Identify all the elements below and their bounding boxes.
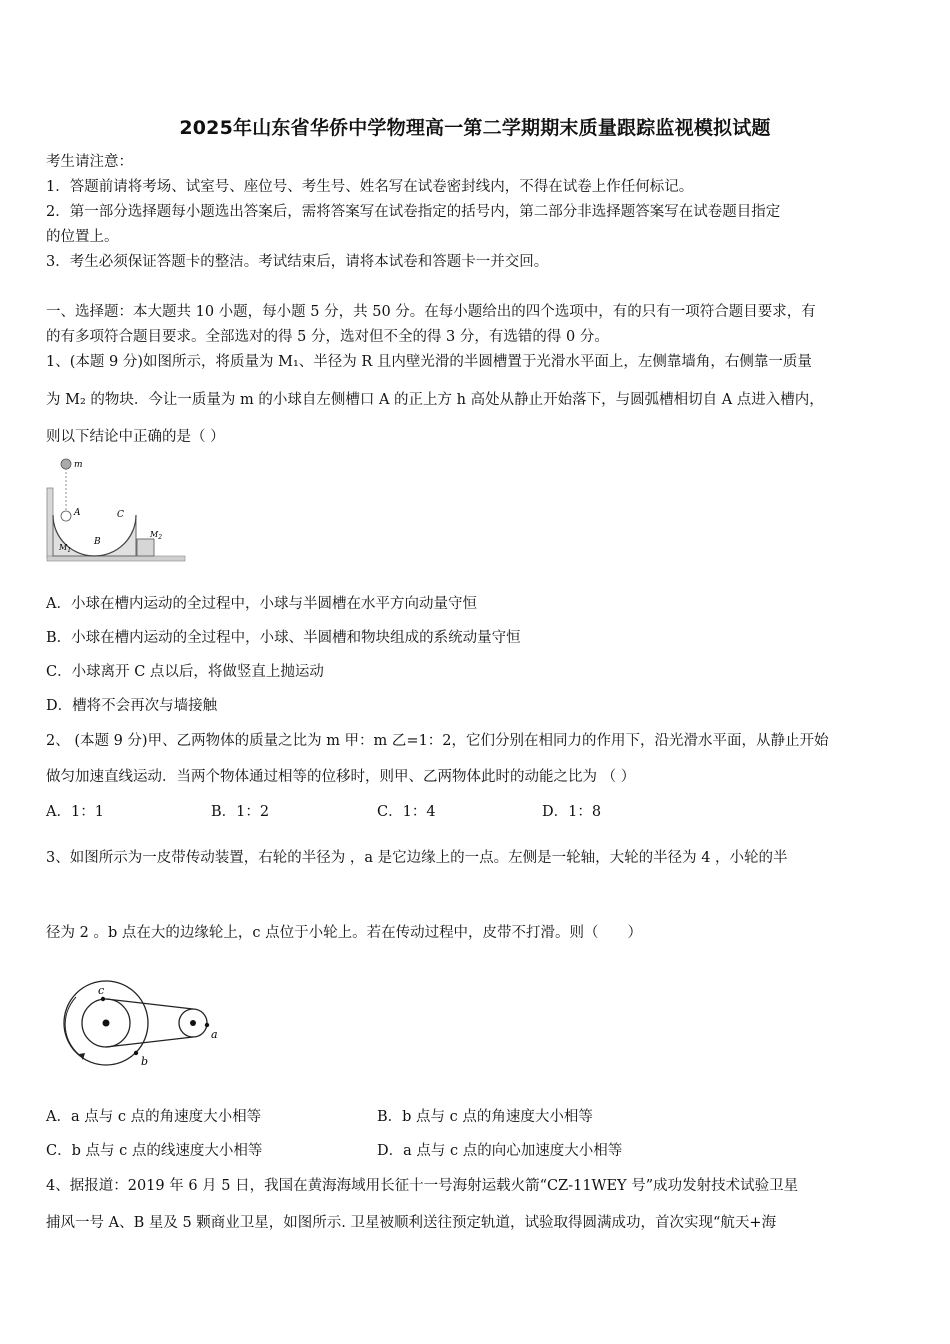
belt-bottom xyxy=(106,1037,193,1047)
notice-item-2-continued: 的位置上。 xyxy=(46,229,119,245)
section-instructions-line1: 一、选择题：本大题共 10 小题，每小题 5 分，共 50 分。在每小题给出的四个选项中，有的只有一项符合题目要求，有 xyxy=(46,304,816,320)
label-b: b xyxy=(141,1055,149,1068)
label-c: C xyxy=(117,510,124,520)
question-1-line3: 则以下结论中正确的是（ ） xyxy=(46,429,225,445)
belt-drive-diagram xyxy=(52,975,227,1075)
notice-heading: 考生请注意： xyxy=(46,154,133,170)
q1-option-b: B．小球在槽内运动的全过程中，小球、半圆槽和物块组成的系统动量守恒 xyxy=(46,630,521,646)
page-title: 2025年山东省华侨中学物理高一第二学期期末质量跟踪监视模拟试题 xyxy=(179,117,771,139)
block-m2 xyxy=(137,539,154,556)
label-c: c xyxy=(98,984,105,997)
q1-option-c: C．小球离开 C 点以后，将做竖直上抛运动 xyxy=(46,664,324,680)
q3-option-a: A．a 点与 c 点的角速度大小相等 xyxy=(46,1109,262,1125)
belt-top xyxy=(106,999,193,1009)
question-3-line1: 3、如图所示为一皮带传动装置，右轮的半径为 ，a 是它边缘上的一点。左侧是一轮轴，大轮的半径为 4 ，小轮的半 xyxy=(46,850,788,866)
label-m2: $M_2$ xyxy=(150,530,163,541)
question-4-line2: 捕风一号 A、B 星及 5 颗商业卫星，如图所示. 卫星被顺利送往预定轨道，试验取得圆满成功，首次实现“航天+海 xyxy=(46,1215,777,1231)
label-m1: $M_1$ xyxy=(59,543,72,554)
axle-center-right xyxy=(190,1020,196,1026)
label-b: B xyxy=(94,537,101,547)
label-a: a xyxy=(211,1028,218,1041)
q1-option-d: D．槽将不会再次与墙接触 xyxy=(46,698,218,714)
q2-option-d: D．1：8 xyxy=(542,804,602,820)
q3-option-b: B．b 点与 c 点的角速度大小相等 xyxy=(377,1109,593,1125)
question-2-line2: 做匀加速直线运动．当两个物体通过相等的位移时，则甲、乙两物体此时的动能之比为 （ ） xyxy=(46,769,636,785)
point-b xyxy=(134,1051,138,1055)
axle-center-left xyxy=(103,1020,110,1027)
question-1-line2: 为 M₂ 的物块．今让一质量为 m 的小球自左侧槽口 A 的正上方 h 高处从静止开始落下，与圆弧槽相切自 A 点进入槽内， xyxy=(46,392,824,408)
ball-at-a xyxy=(61,511,71,521)
notice-item-1: 1．答题前请将考场、试室号、座位号、考生号、姓名写在试卷密封线内，不得在试卷上作任何标记。 xyxy=(46,179,694,195)
question-1-line1: 1、(本题 9 分)如图所示，将质量为 M₁、半径为 R 且内壁光滑的半圆槽置于光滑水平面上，左侧靠墙角，右侧靠一质量 xyxy=(46,354,812,370)
q3-option-c: C．b 点与 c 点的线速度大小相等 xyxy=(46,1143,263,1159)
question-3-line2: 径为 2 。b 点在大的边缘轮上，c 点位于小轮上。若在传动过程中，皮带不打滑。则（ ） xyxy=(46,925,643,941)
section-instructions-line2: 的有多项符合题目要求。全部选对的得 5 分，选对但不全的得 3 分，有选错的得 0 分。 xyxy=(46,329,609,345)
label-a: A xyxy=(74,508,81,518)
point-a xyxy=(205,1023,209,1027)
label-m: m xyxy=(74,460,83,470)
notice-item-3: 3．考生必须保证答题卡的整洁。考试结束后，请将本试卷和答题卡一并交回。 xyxy=(46,254,549,270)
q2-option-a: A．1：1 xyxy=(46,804,104,820)
ball-m xyxy=(61,459,71,469)
notice-item-2: 2．第一部分选择题每小题选出答案后，需将答案写在试卷指定的括号内，第二部分非选择题答案写在试卷题目指定 xyxy=(46,204,781,220)
q2-option-c: C．1：4 xyxy=(377,804,436,820)
question-2-line1: 2、 (本题 9 分)甲、乙两物体的质量之比为 m 甲：m 乙=1：2，它们分别在相同力的作用下，沿光滑水平面，从静止开始 xyxy=(46,733,829,749)
groove-diagram xyxy=(44,455,189,565)
floor xyxy=(47,556,185,561)
q3-option-d: D．a 点与 c 点的向心加速度大小相等 xyxy=(377,1143,623,1159)
q1-option-a: A．小球在槽内运动的全过程中，小球与半圆槽在水平方向动量守恒 xyxy=(46,596,477,612)
question-4-line1: 4、据报道：2019 年 6 月 5 日，我国在黄海海域用长征十一号海射运载火箭“CZ-11WEY 号”成功发射技术试验卫星 xyxy=(46,1178,799,1194)
wall xyxy=(47,488,53,558)
point-c xyxy=(101,997,105,1001)
q2-option-b: B．1：2 xyxy=(211,804,270,820)
